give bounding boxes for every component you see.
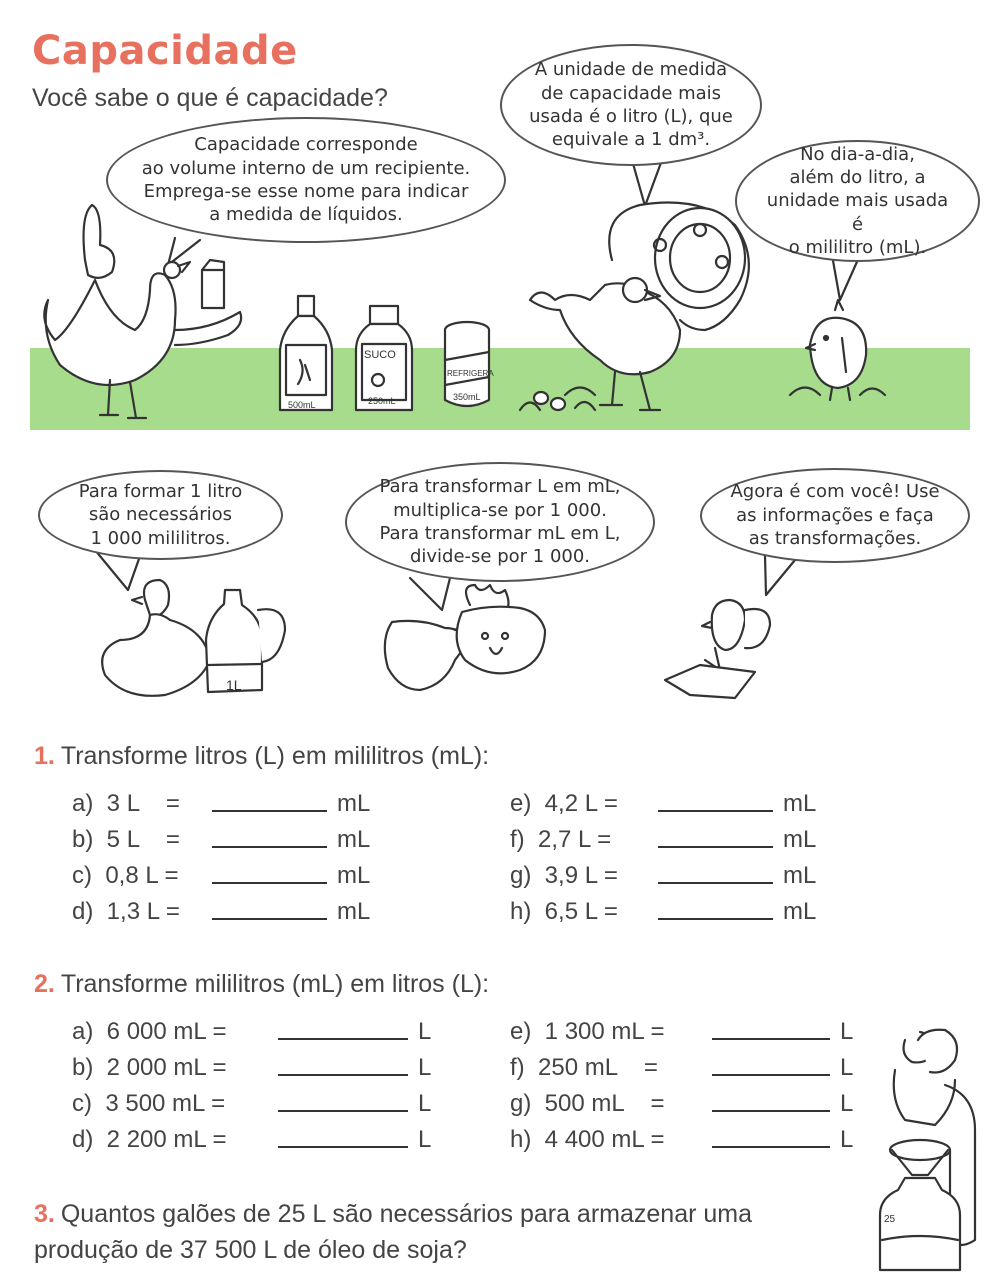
speech-bubble-conversion-rule: Para transformar L em mL, multiplica-se por 1 000. Para transformar mL em L, divide-se por 1 000. [345,462,655,582]
q1-unit: mL [337,790,371,817]
bottle2-brand: SUCO [364,349,396,361]
q2-unit: L [840,1018,854,1045]
turkey-illustration [530,203,749,411]
q1-unit: mL [783,898,817,925]
chick-illustration [790,300,885,400]
q2-item-label: c) 3 500 mL = [72,1090,226,1117]
q1-unit: mL [783,862,817,889]
speech-bubble-capacity-definition: Capacidade corresponde ao volume interno de um recipiente. Emprega-se esse nome para indicar a medida de líquidos. [106,117,506,243]
bubble-tail-5 [410,578,450,610]
q2-item-label: d) 2 200 mL = [72,1126,227,1153]
q2-unit: L [840,1054,854,1081]
man-pouring-illustration [880,1030,975,1270]
page-subtitle: Você sabe o que é capacidade? [32,84,388,112]
question-3-text: Quantos galões de 25 L são necessários para armazenar uma produção de 37 500 L de óleo de soja? [34,1200,753,1265]
q1-unit: mL [783,790,817,817]
rooster-with-bottle-illustration [385,585,545,690]
question-2-number: 2. [34,970,55,998]
q2-unit: L [418,1126,432,1153]
hen-with-jug-illustration [102,580,285,696]
hen-pointing-illustration [44,205,241,418]
jug-label: 1L [226,677,242,693]
q2-item-label: b) 2 000 mL = [72,1054,227,1081]
q2-item-label: h) 4 400 mL = [510,1126,665,1153]
q1-unit: mL [337,862,371,889]
q1-item-label: b) 5 L = [72,826,180,853]
bottle-500ml-illustration [280,296,332,410]
speech-bubble-milliliter-unit: No dia-a-dia, além do litro, a unidade mais usada é o mililitro (mL). [735,140,980,262]
q1-item-label: a) 3 L = [72,790,180,817]
q1-unit: mL [337,826,371,853]
egg-illustration [534,392,548,404]
speech-bubble-liter-equals: Para formar 1 litro são necessários 1 000 mililitros. [38,470,283,560]
q2-unit: L [418,1054,432,1081]
q1-item-label: f) 2,7 L = [510,826,612,853]
question-2-text: Transforme mililitros (mL) em litros (L): [60,970,490,998]
egg-illustration [551,398,565,410]
q2-item-label: g) 500 mL = [510,1090,665,1117]
chick-writing-illustration [665,600,770,698]
q1-item-label: g) 3,9 L = [510,862,618,889]
q1-item-label: d) 1,3 L = [72,898,180,925]
q1-item-label: c) 0,8 L = [72,862,179,889]
q2-unit: L [418,1018,432,1045]
gallon-label: 25 [884,1214,896,1225]
q2-item-label: e) 1 300 mL = [510,1018,665,1045]
bottle1-label: 500mL [288,400,316,410]
q1-item-label: h) 6,5 L = [510,898,618,925]
question-3-number: 3. [34,1200,55,1228]
question-1-text: Transforme litros (L) em mililitros (mL): [60,742,490,770]
q2-item-label: f) 250 mL = [510,1054,658,1081]
bottle2-label: 250mL [368,396,396,406]
bubble-tail-6 [765,556,795,595]
q1-item-label: e) 4,2 L = [510,790,618,817]
bubble-tail-2 [632,160,662,206]
can-label: 350mL [453,392,481,402]
speech-bubble-liter-unit: A unidade de medida de capacidade mais usada é o litro (L), que equivale a 1 dm³. [500,44,762,166]
can-brand: REFRIGERA [447,369,494,378]
q2-unit: L [840,1090,854,1117]
page-title: Capacidade [32,28,298,74]
q2-unit: L [418,1090,432,1117]
speech-bubble-your-turn: Agora é com você! Use as informações e faça as transformações. [700,468,970,563]
q2-item-label: a) 6 000 mL = [72,1018,227,1045]
question-1-number: 1. [34,742,55,770]
q2-unit: L [840,1126,854,1153]
q1-unit: mL [337,898,371,925]
q1-unit: mL [783,826,817,853]
